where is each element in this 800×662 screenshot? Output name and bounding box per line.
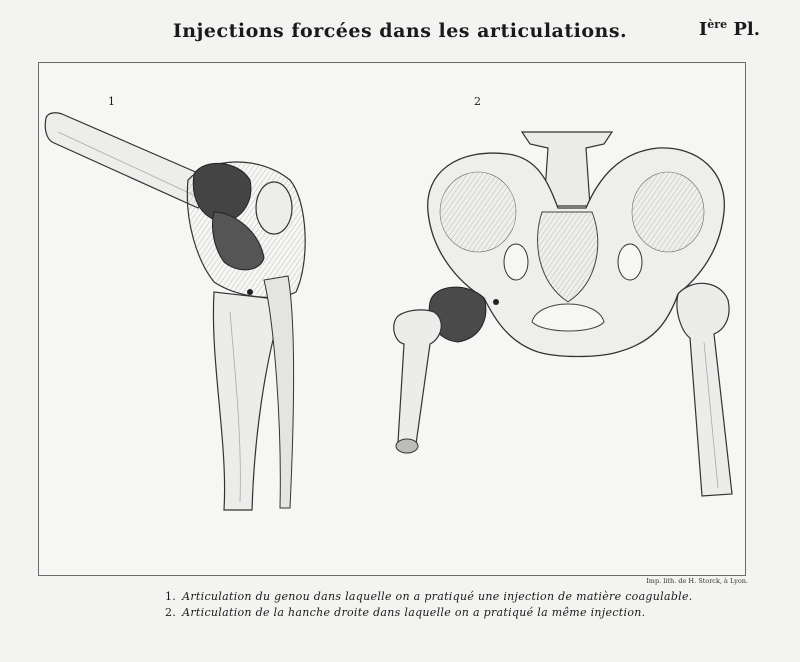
left-femur [677,283,732,496]
foramen-hip [493,299,499,305]
figure-2-label: 2 [474,95,481,108]
plate-title: Injections forcées dans les articulations. [172,20,628,42]
plate-number-main: I [698,19,708,40]
caption-1-number: 1. [165,590,177,603]
caption-1-text: Articulation du genou dans laquelle on a pratiqué une injection de matière coagulable. [182,590,693,603]
right-femur-cut [394,310,442,451]
plate-number-sup: ère [707,18,728,31]
figure-2-hip-joint [394,132,732,496]
plate-number [699,18,760,40]
caption-2-text: Articulation de la hanche droite dans laquelle on a pratiqué la même injection. [182,606,646,619]
caption-2 [165,606,645,619]
anatomical-illustration [38,62,744,574]
figure-1-knee-joint [45,113,305,510]
patella [256,182,292,234]
obturator-foramen-right [504,244,528,280]
foramen-knee [247,289,253,295]
caption-2-number: 2. [165,606,177,619]
figure-1-label: 1 [108,95,115,108]
iliac-fossa-left [632,172,704,252]
iliac-fossa-right [440,172,516,252]
printer-imprint: Imp. lith. de H. Storck, à Lyon. [646,577,748,585]
femur-cut-section [396,439,418,453]
obturator-foramen-left [618,244,642,280]
caption-1 [165,590,693,603]
plate-number-suffix: Pl. [733,19,760,40]
